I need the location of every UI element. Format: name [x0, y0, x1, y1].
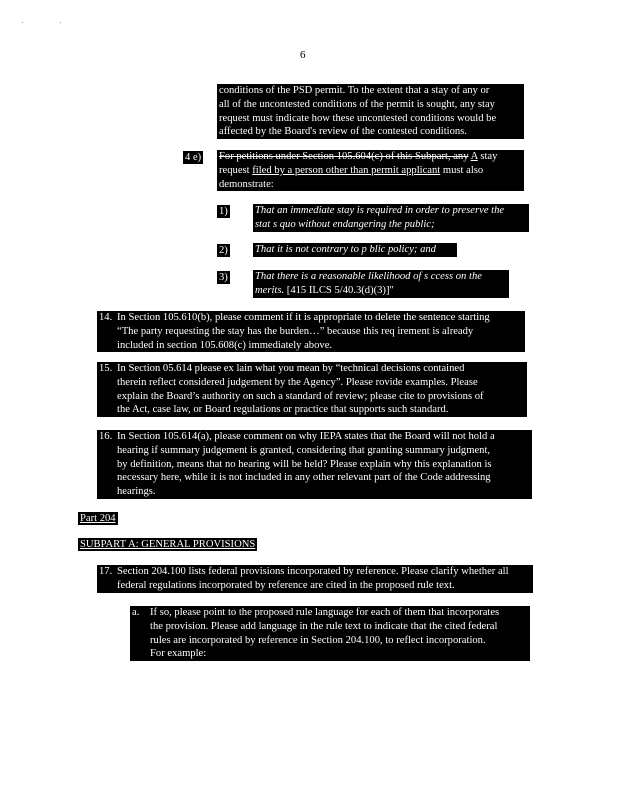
citation: [415 ILCS 5/40.3(d)(3)]"	[284, 284, 394, 296]
sub-item-label: a.	[132, 607, 140, 618]
sub-item-3-text	[253, 270, 509, 298]
scan-speck	[60, 22, 61, 23]
text-line: necessary here, while it is not included in any other relevant part of the Code addressing	[117, 472, 491, 484]
text-span: merits.	[255, 284, 285, 296]
question-number: 17.	[99, 566, 113, 577]
underlined-text: filed by a person other than permit applicant	[252, 164, 441, 176]
struck-text: For petitions under Section 105.604(c) of this Subpart, any	[219, 151, 469, 162]
underlined-text: A	[470, 151, 478, 162]
text-line: explain the Board’s authority on such a standard of review; please cite to provisions of	[117, 390, 484, 402]
text-line: “The party requesting the stay has the burden…” because this req irement is already	[117, 325, 474, 337]
text-line	[219, 164, 522, 178]
text-span: request	[219, 164, 253, 176]
text-line: all of the uncontested conditions of the permit is sought, any stay	[219, 98, 495, 110]
question-number: 16.	[99, 431, 113, 442]
text-span: stay	[477, 151, 498, 162]
text-line	[219, 150, 522, 164]
text-line: stat s quo without endangering the public;	[255, 218, 435, 230]
item-e-text	[217, 150, 524, 191]
text-line: That an immediate stay is required in order to preserve the	[255, 205, 505, 216]
sub-item-1-label: 1)	[219, 206, 228, 217]
text-line	[99, 565, 531, 579]
text-line: federal regulations incorporated by reference are cited in the proposed rule text.	[117, 579, 455, 591]
text-line	[255, 284, 507, 298]
sub-item-3-label: 3)	[219, 272, 228, 283]
text-line	[132, 606, 528, 620]
text-line: hearing if summary judgement is granted, considering that granting summary judgment,	[117, 444, 491, 456]
text-line: affected by the Board's review of the contested conditions.	[219, 126, 467, 138]
scan-speck	[22, 22, 23, 23]
text-span: Section 204.100 lists federal provisions incorporated by reference. Please clarify whether all	[117, 566, 509, 577]
paragraph-conditions	[217, 84, 524, 139]
sub-item-1-text	[253, 204, 529, 232]
text-line: by definition, means that no hearing will be held? Please explain why this explanation is	[117, 458, 492, 470]
text-line: included in section 105.608(c) immediately above.	[117, 339, 333, 351]
question-17a	[130, 606, 530, 661]
sub-item-2-text	[253, 243, 457, 257]
text-line: the Act, case law, or Board regulations or practice that supports such standard.	[117, 404, 449, 416]
page-number: 6	[300, 49, 306, 61]
text-span: If so, please point to the proposed rule language for each of them that incorporates	[150, 607, 500, 618]
text-line: request must indicate how these uncontested conditions would be	[219, 112, 497, 124]
question-number: 15.	[99, 363, 113, 374]
subpart-heading: SUBPART A: GENERAL PROVISIONS	[80, 539, 256, 550]
text-line	[99, 430, 530, 444]
part-heading: Part 204	[80, 513, 116, 524]
question-15	[97, 362, 527, 417]
text-span: In Section 105.610(b), please comment if it is appropriate to delete the sentence starting	[117, 312, 490, 323]
item-e-label: 4 e)	[185, 152, 202, 163]
text-line: therein reflect considered judgement by the Agency”. Please rovide examples. Please	[117, 376, 478, 388]
question-14	[97, 311, 525, 352]
question-16	[97, 430, 532, 499]
question-17	[97, 565, 533, 593]
text-span: In Section 05.614 please ex lain what you mean by “technical decisions contained	[117, 363, 465, 374]
text-line	[99, 311, 523, 325]
text-line: the provision. Please add language in the rule text to indicate that the cited federal	[150, 620, 498, 632]
text-line	[99, 362, 525, 376]
text-line: demonstrate:	[219, 178, 274, 190]
text-line: rules are incorporated by reference in Section 204.100, to reflect incorporation.	[150, 634, 486, 646]
text-line: That there is a reasonable likelihood of s ccess on the	[255, 271, 482, 282]
question-number: 14.	[99, 312, 113, 323]
sub-item-2-label: 2)	[219, 245, 228, 256]
text-span: In Section 105.614(a), please comment on why IEPA states that the Board will not hold a	[117, 431, 495, 442]
text-line: conditions of the PSD permit. To the extent that a stay of any or	[219, 85, 490, 96]
text-line: That it is not contrary to p blic policy; and	[255, 244, 436, 255]
text-line: hearings.	[117, 486, 156, 498]
text-line: For example:	[150, 648, 207, 660]
text-span: must also	[440, 164, 484, 176]
